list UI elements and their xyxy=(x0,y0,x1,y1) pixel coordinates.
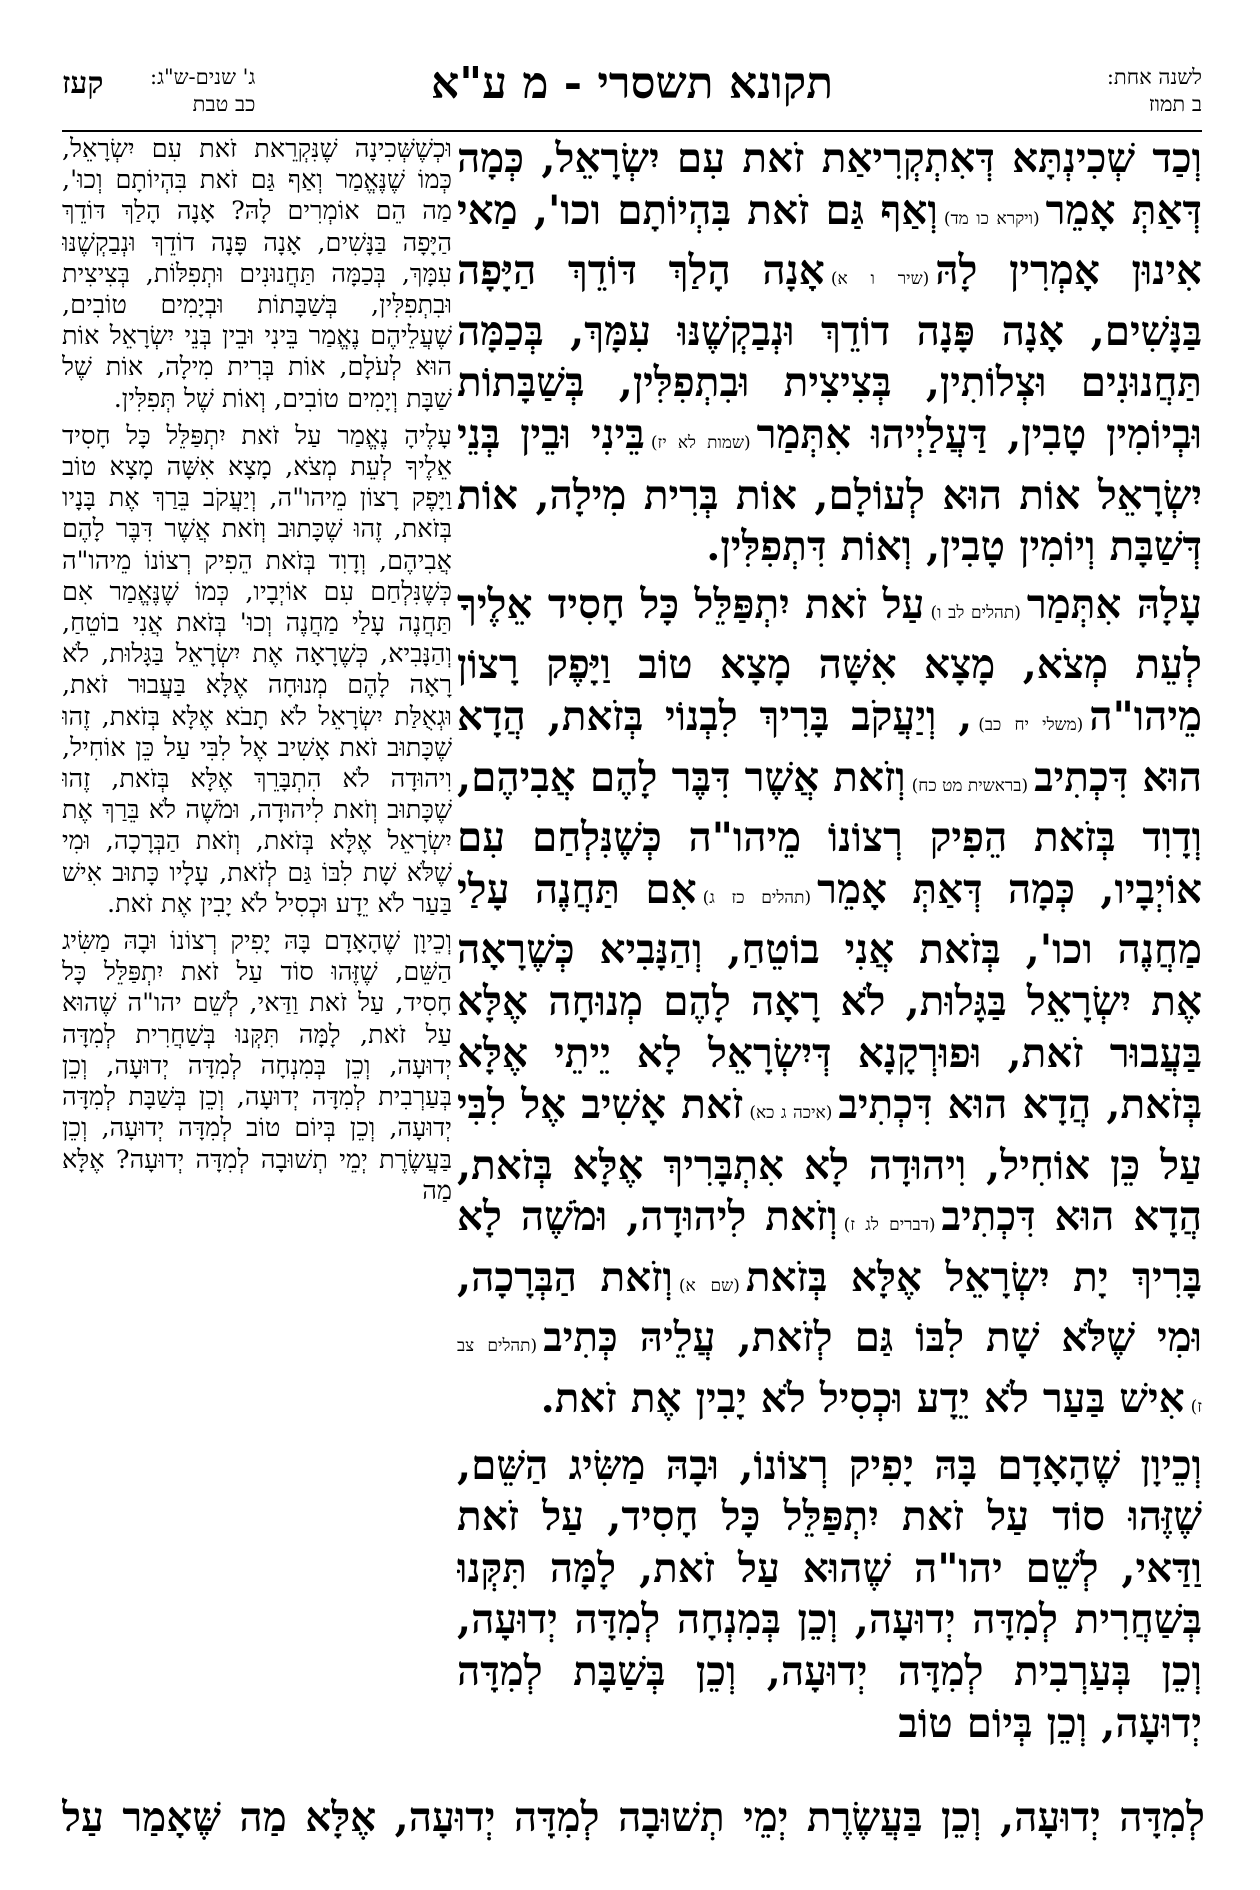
main-text-bottom-line: לְמִדָּה יְדוּעָה, וְכֵן בַּעֲשֶׂרֶת יְמֵי תְשׁוּבָה לְמִדָּה יְדוּעָה, אֶלָּא מַה שֶּׁאָמַר עַל xyxy=(62,1793,1205,1841)
header-three-year-label: ג' שנים-ש"ג: xyxy=(150,65,256,89)
header-one-year-date: ב תמוז xyxy=(1148,92,1202,116)
citation: (ויקרא כו מד) xyxy=(943,208,1040,229)
main-text: וְזֹאת לִיהוּדָה, וּמֹשֶׁה לָא בָּרִיךְ יָת יִשְׂרָאֵל אֶלָּא בְּזֹאת xyxy=(457,1192,1202,1301)
page-number: קעז xyxy=(62,66,104,101)
commentary-column xyxy=(62,134,452,1798)
main-text: וְכַד שְׁכִינְתָּא דְּאִתְקְרִיאַת זֹאת עִם יִשְׂרָאֵל, כְּמָה דְּאַתְּ אָמֵר xyxy=(457,134,1202,234)
citation: (תהלים כז ג) xyxy=(702,887,812,908)
main-paragraph-3: וְכֵיוָן שֶׁהָאָדָם בָּהּ יָפִיק רְצוֹנוֹ, וּבָהּ מַשִּׂיג הַשֵּׁם, שֶׁזֶּהוּ סוֹד עַל זֹאת יִתְפַּלֵּל כָּל חָסִיד, עַל זֹאת וַדַּאי, לְשֵׁם יהו"ה שֶׁהוּא עַל זֹאת, לָמָּה תִּקְּנוּ בְּשַׁחֲרִית לְמִדָּה יְדוּעָה, וְכֵן בְּמִנְחָה לְמִדָּה יְדוּעָה, וְכֵן בְּעַרְבִית לְמִדָּה יְדוּעָה, וְכֵן בְּשַׁבָּת לְמִדָּה יְדוּעָה, וְכֵן בְּיוֹם טוֹב xyxy=(457,1440,1202,1747)
header-three-year-schedule xyxy=(150,64,255,118)
main-text: עָלָהּ אִתְּמַר xyxy=(1026,579,1202,628)
citation: (משלי יח כב) xyxy=(978,714,1084,735)
commentary-paragraph-3: וְכֵיוָן שֶׁהָאָדָם בָּהּ יָפִיק רְצוֹנוֹ וּבָהּ מַשִּׂיג הַשֵּׁם, שֶׁזֶּהוּ סוֹד עַל זֹאת יִתְפַּלֵּל כָּל חָסִיד, עַל זֹאת וַדַּאי, לְשֵׁם יהו"ה שֶׁהוּא עַל זֹאת, לָמָּה תִּקְּנוּ בְּשַׁחֲרִית לְמִדָּה יְדוּעָה, וְכֵן בְּמִנְחָה לְמִדָּה יְדוּעָה, וְכֵן בְּעַרְבִית לְמִדָּה יְדוּעָה, וְכֵן בְּשַׁבָּת לְמִדָּה יְדוּעָה, וְכֵן בְּיוֹם טוֹב לְמִדָּה יְדוּעָה, וְכֵן בַּעֲשֶׂרֶת יְמֵי תְשׁוּבָה לְמִדָּה יְדוּעָה? אֶלָּא מַה xyxy=(62,926,452,1206)
main-text: וְזֹאת הַבְּרָכָה, וּמִי שֶׁלֹּא שָׁת לִבּוֹ גַּם לְזֹאת, עֲלֵיהּ כְּתִיב xyxy=(457,1252,1202,1362)
citation: (תהלים צב ז) xyxy=(457,1336,1202,1418)
main-text: אִם תַּחֲנֶה עָלַי מַחֲנֶה וכו', בְּזֹאת אֲנִי בוֹטֵחַ, וְהַנָּבִיא כְּשֶׁרָאָה אֶת יִשְׂרָאֵל בַּגָּלוּת, לֹא רָאָה לָהֶם מְנוּחָה אֶלָּא בַּעֲבוּר זֹאת, וּפוּרְקָנָא דְּיִשְׂרָאֵל לָא יֵיתֵי אֶלָּא בְּזֹאת, הֲדָא הוּא דִּכְתִיב xyxy=(457,864,1202,1129)
header-one-year-label: לשנה אחת: xyxy=(1106,65,1202,89)
main-text: וְאַף גַּם זֹאת בִּהְיוֹתָם וכו', מַאי אִינוּן אָמְרִין לָהּ xyxy=(457,185,1202,295)
citation: (דברים לג ז) xyxy=(843,1215,936,1236)
commentary-paragraph-2: עָלֶיהָ נֶאֱמַר עַל זֹאת יִתְפַּלֵּל כָּל חָסִיד אֵלֶיךָ לְעֵת מְצֹא, מָצָא אִשָּׁה מָצָא טוֹב וַיָּפֶק רָצוֹן מֵיהו"ה, וְיַעֲקֹב בֵּרַךְ אֶת בָּנָיו בְּזֹאת, זֶהוּ שֶׁכָּתוּב וְזֹאת אֲשֶׁר דִּבֶּר לָהֶם אֲבִיהֶם, וְדָוִד בְּזֹאת הֵפִיק רְצוֹנוֹ מֵיהו"ה כְּשֶׁנִּלְחַם עִם אוֹיְבָיו, כְּמוֹ שֶׁנֶּאֱמַר אִם תַּחֲנֶה עָלַי מַחֲנֶה וְכוּ' בְּזֹאת אֲנִי בוֹטֵחַ, וְהַנָּבִיא, כְּשֶׁרָאָה אֶת יִשְׂרָאֵל בַּגָּלוּת, לֹא רָאָה לָהֶם מְנוּחָה אֶלָּא בַּעֲבוּר זֹאת, וּגְאֻלַּת יִשְׂרָאֵל לֹא תָבֹא אֶלָּא בְּזֹאת, זֶהוּ שֶׁכָּתוּב זֹאת אָשִׁיב אֶל לִבִּי עַל כֵּן אוֹחִיל, וִיהוּדָה לֹא הִתְבָּרֵךְ אֶלָּא בְּזֹאת, זֶהוּ שֶׁכָּתוּב וְזֹאת לִיהוּדָה, וּמֹשֶׁה לֹא בֵּרַךְ אֶת יִשְׂרָאֵל אֶלָּא בְּזֹאת, וְזֹאת הַבְּרָכָה, וּמִי שֶׁלֹּא שָׁת לִבּוֹ גַּם לְזֹאת, עָלָיו כָּתוּב אִישׁ בַּעַר לֹא יֵדָע וּכְסִיל לֹא יָבִין אֶת זֹאת. xyxy=(62,420,452,919)
page-header xyxy=(62,52,1202,130)
main-text: עַל זֹאת יִתְפַּלֵּל כָּל חָסִיד אֵלֶיךָ לְעֵת מְצֹא, מָצָא אִשָּׁה מָצָא טוֹב וַיָּפֶק רָצוֹן מֵיהו"ה xyxy=(457,579,1202,740)
main-text: , וְיַעֲקֹב בָּרִיךְ לִבְנוֹי בְּזֹאת, הֲדָא הוּא דִּכְתִיב xyxy=(457,691,1202,801)
main-text: זֹאת אָשִׁיב אֶל לִבִּי עַל כֵּן אוֹחִיל, וִיהוּדָה לָא אִתְבָּרִיךְ אֶלָּא בְּזֹאת, הֲדָא הוּא דִּכְתִיב xyxy=(457,1080,1202,1241)
main-text: אִישׁ בַּעַר לֹא יֵדָע וּכְסִיל לֹא יָבִין אֶת זֹאת. xyxy=(540,1374,1185,1423)
header-three-year-date: כב טבת xyxy=(192,92,256,116)
citation: (איכה ג כא) xyxy=(749,1103,833,1124)
main-text-column xyxy=(457,133,1202,1798)
commentary-paragraph-1: וּכְשֶׁשְּׁכִינָה שֶׁנִּקְרֵאת זֹאת עִם יִשְׂרָאֵל, כְּמוֹ שֶׁנֶּאֱמַר וְאַף גַּם זֹאת בִּהְיוֹתָם וְכוּ', מַה הֵם אוֹמְרִים לָהּ? אָנָה הָלַךְ דּוֹדֵךְ הַיָּפָה בַּנָּשִׁים, אָנָה פָּנָה דוֹדֵךְ וּנְבַקְשֶׁנּוּ עִמָּךְ, בְּכַמָּה תַּחֲנוּנִים וּתְפִלּוֹת, בְּצִיצִית וּבִתְפִלִּין, בְּשַׁבָּתוֹת וּבְיָמִים טוֹבִים, שֶׁעֲלֵיהֶם נֶאֱמַר בֵּינִי וּבֵין בְּנֵי יִשְׂרָאֵל אוֹת הוּא לְעֹלָם, אוֹת בְּרִית מִילָה, אוֹת שֶׁל שַׁבָּת וְיָמִים טוֹבִים, וְאוֹת שֶׁל תְּפִלִּין. xyxy=(62,134,452,414)
citation: (בראשית מט כח) xyxy=(911,775,1029,796)
main-paragraph-1 xyxy=(457,133,1202,573)
citation: (תהלים לב ו) xyxy=(930,602,1021,623)
citation: (שיר ו א) xyxy=(830,269,930,290)
header-divider xyxy=(62,130,1202,132)
main-text: בֵּינִי וּבֵין בְּנֵי יִשְׂרָאֵל אוֹת הוּא לְעוֹלָם, אוֹת בְּרִית מִילָה, אוֹת דְּשַׁבָּת וְיוֹמִין טָבִין, וְאוֹת דִּתְפִלִּין. xyxy=(457,409,1202,571)
citation: (שם א) xyxy=(678,1275,740,1296)
page-title: תקונא תשסרי - מ ע"א xyxy=(430,58,834,109)
main-text: וְזֹאת אֲשֶׁר דִּבֶּר לָהֶם אֲבִיהֶם, וְדָוִד בְּזֹאת הֵפִיק רְצוֹנוֹ מֵיהו"ה כְּשֶׁנִּלְחַם עִם אוֹיְבָיו, כְּמָה דְּאַתְּ אָמֵר xyxy=(457,752,1202,913)
main-paragraph-2 xyxy=(457,579,1202,1434)
citation: (שמות לא יז) xyxy=(650,432,751,453)
main-text: אָנָה הָלַךְ דּוֹדֵךְ הַיָּפָה בַּנָּשִׁים, אָנָה פָּנָה דוֹדֵךְ וּנְבַקְשֶׁנּוּ עִמָּךְ, בְּכַמָּה תַּחֲנוּנִים וּצְלוֹתִין, בְּצִיצִית וּבִתְפִלִּין, בְּשַׁבָּתוֹת וּבְיוֹמִין טָבִין, דַּעֲלַיְיהוּ אִתְּמַר xyxy=(457,246,1202,458)
